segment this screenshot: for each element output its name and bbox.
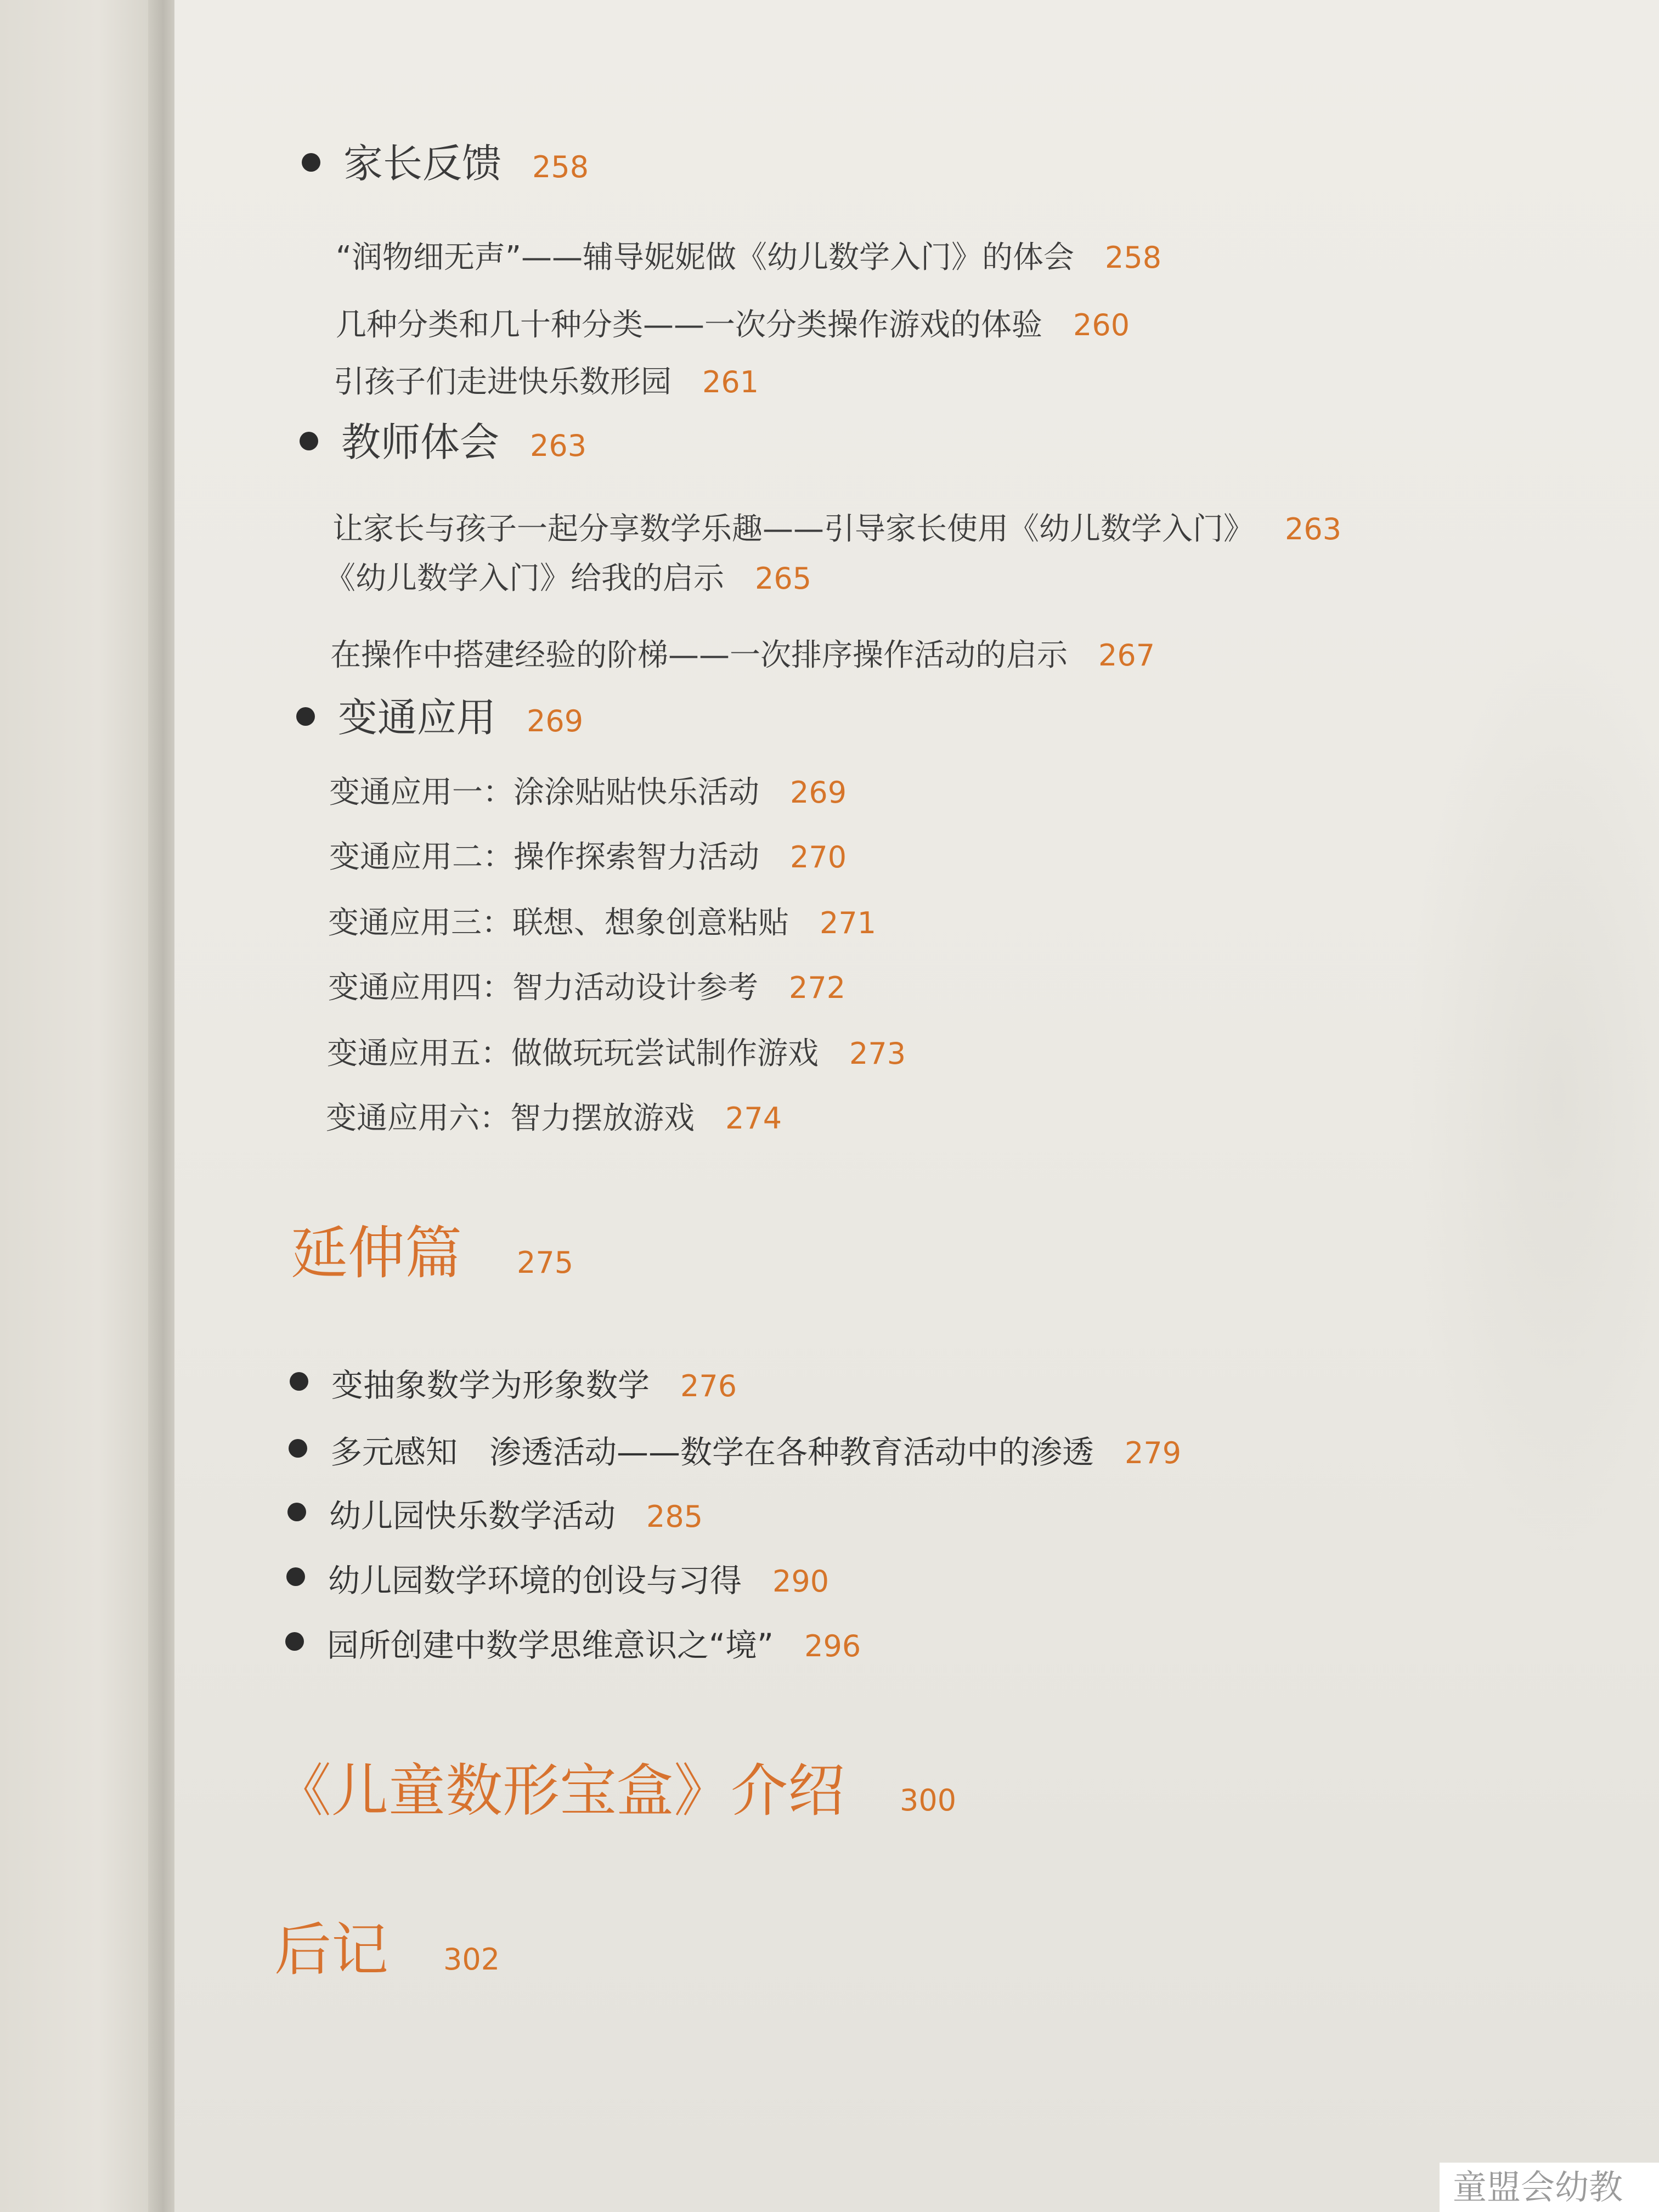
toc-entry bbox=[327, 1029, 906, 1073]
toc-item bbox=[285, 1620, 861, 1666]
bullet-icon bbox=[290, 1372, 308, 1391]
toc-section bbox=[296, 686, 583, 743]
entry-title: 变通应用二：操作探索智力活动 bbox=[329, 839, 759, 875]
toc-entry bbox=[336, 301, 1130, 345]
page-number: 274 bbox=[725, 1101, 782, 1136]
page-number: 302 bbox=[443, 1942, 500, 1977]
page-number: 263 bbox=[1285, 512, 1342, 546]
section-title: 教师体会 bbox=[341, 419, 500, 465]
toc-entry bbox=[326, 1094, 782, 1138]
toc-item bbox=[286, 1555, 829, 1601]
toc-entry bbox=[334, 358, 759, 402]
entry-title: 变通应用六：智力摆放游戏 bbox=[326, 1101, 695, 1136]
toc-part-afterword bbox=[274, 1904, 500, 1986]
entry-title: “润物细无声”——辅导妮妮做《幼儿数学入门》的体会 bbox=[336, 240, 1075, 275]
bullet-icon bbox=[286, 1567, 305, 1586]
toc-entry bbox=[328, 963, 845, 1007]
page-number: 273 bbox=[849, 1036, 906, 1071]
toc-entry bbox=[332, 505, 1341, 549]
page-number: 269 bbox=[527, 704, 584, 738]
section-title: 变通应用 bbox=[338, 695, 496, 741]
toc-item bbox=[289, 1426, 1181, 1472]
item-title: 多元感知 渗透活动——数学在各种教育活动中的渗透 bbox=[330, 1434, 1094, 1471]
page-number: 290 bbox=[772, 1564, 830, 1599]
part-title: 后记 bbox=[274, 1916, 389, 1983]
bullet-icon bbox=[289, 1439, 307, 1458]
page-number: 279 bbox=[1125, 1436, 1182, 1470]
entry-title: 在操作中搭建经验的阶梯——一次排序操作活动的启示 bbox=[330, 637, 1068, 673]
page-number: 271 bbox=[820, 906, 877, 940]
page-number: 272 bbox=[789, 970, 846, 1005]
entry-title: 变通应用三：联想、想象创意粘贴 bbox=[328, 905, 789, 941]
page-number: 296 bbox=[804, 1629, 861, 1663]
page-number: 270 bbox=[790, 840, 847, 874]
toc-section bbox=[300, 410, 586, 467]
toc-item bbox=[290, 1359, 737, 1406]
bullet-icon bbox=[285, 1632, 304, 1651]
toc-section bbox=[302, 132, 589, 189]
entry-title: 引孩子们走进快乐数形园 bbox=[334, 364, 672, 400]
page-number: 267 bbox=[1098, 638, 1155, 673]
page-number: 265 bbox=[755, 561, 812, 596]
page-number: 300 bbox=[900, 1783, 957, 1818]
entry-title: 变通应用一：涂涂贴贴快乐活动 bbox=[329, 775, 759, 810]
page-number: 269 bbox=[790, 775, 847, 810]
item-title: 幼儿园数学环境的创设与习得 bbox=[328, 1562, 742, 1599]
part-title: 延伸篇 bbox=[291, 1220, 462, 1286]
bullet-icon bbox=[296, 707, 315, 726]
page-number: 258 bbox=[532, 150, 589, 184]
toc-part-extension bbox=[291, 1207, 573, 1289]
toc-entry bbox=[325, 554, 811, 598]
bullet-icon bbox=[302, 153, 320, 172]
part-title: 《儿童数形宝盒》介绍 bbox=[274, 1757, 845, 1824]
toc-entry bbox=[330, 631, 1155, 675]
bullet-icon bbox=[300, 432, 318, 450]
entry-title: 变通应用五：做做玩玩尝试制作游戏 bbox=[327, 1036, 819, 1071]
toc-entry bbox=[329, 833, 847, 877]
entry-title: 变通应用四：智力活动设计参考 bbox=[328, 970, 758, 1006]
entry-title: 《幼儿数学入门》给我的启示 bbox=[325, 561, 724, 596]
item-title: 幼儿园快乐数学活动 bbox=[329, 1497, 616, 1534]
watermark: 童盟会幼教 bbox=[1440, 2163, 1659, 2212]
entry-title: 几种分类和几十种分类——一次分类操作游戏的体验 bbox=[336, 307, 1042, 343]
page-number: 263 bbox=[530, 428, 587, 463]
toc-entry bbox=[328, 899, 876, 943]
page-number: 258 bbox=[1105, 240, 1162, 275]
page-number: 285 bbox=[646, 1499, 703, 1534]
entry-title: 让家长与孩子一起分享数学乐趣——引导家长使用《幼儿数学入门》 bbox=[332, 511, 1254, 547]
page-number: 261 bbox=[702, 365, 759, 399]
item-title: 变抽象数学为形象数学 bbox=[331, 1367, 650, 1404]
page-number: 276 bbox=[680, 1369, 737, 1403]
toc-part-intro bbox=[274, 1745, 956, 1827]
toc-entry bbox=[329, 768, 847, 812]
toc-entry bbox=[336, 233, 1161, 277]
page-number: 275 bbox=[517, 1245, 574, 1280]
bullet-icon bbox=[287, 1503, 306, 1521]
item-title: 园所创建中数学思维意识之“境” bbox=[327, 1627, 774, 1664]
section-title: 家长反馈 bbox=[343, 140, 502, 187]
page-number: 260 bbox=[1073, 308, 1130, 342]
toc-item bbox=[287, 1490, 703, 1536]
